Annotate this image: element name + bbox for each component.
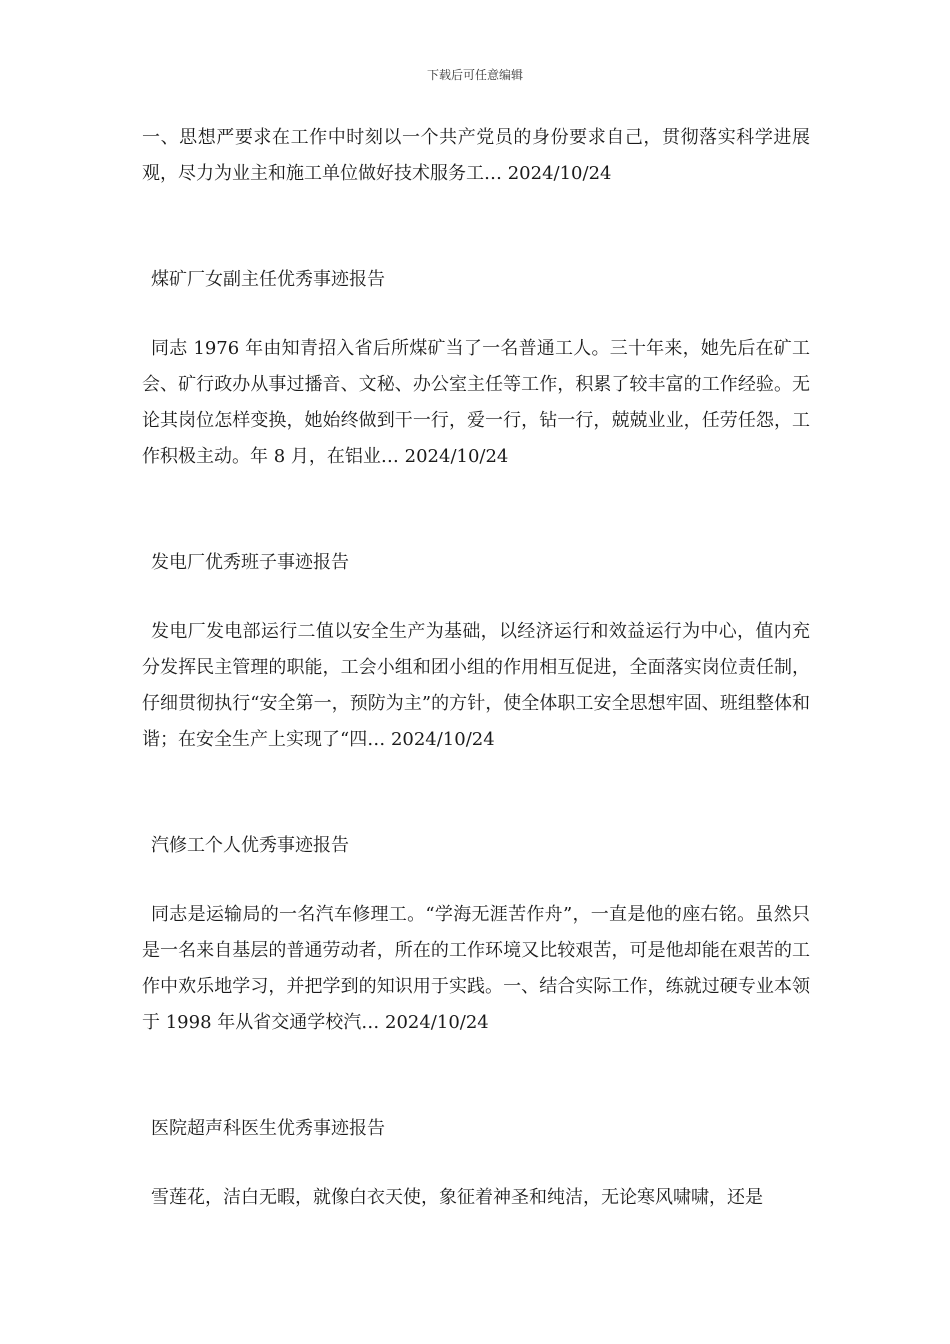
article-excerpt (142, 331, 810, 475)
excerpt-text: 同志 1976 年由知青招入省后所煤矿当了一名普通工人。三十年来，她先后在矿工会、矿行政办从事过播音、文秘、办公室主任等工作，积累了较丰富的工作经验。无论其岗位怎样变换，她始终做到干一行，爱一行，钻一行，兢兢业业，任劳任怨，工作积极主动。年 8 月，在铝业… (142, 338, 810, 467)
article-title: 发电厂优秀班子事迹报告 (151, 552, 349, 573)
intro-date: 2024/10/24 (507, 163, 612, 184)
excerpt-text: 发电厂发电部运行二值以安全生产为基础，以经济运行和效益运行为中心，值内充分发挥民主管理的职能，工会小组和团小组的作用相互促进，全面落实岗位责任制，仔细贯彻执行“安全第一，预防为主”的方针，使全体职工安全思想牢固、班组整体和谐；在安全生产上实现了“四… (142, 621, 810, 750)
article-excerpt (142, 614, 810, 758)
excerpt-text: 雪莲花，洁白无暇，就像白衣天使，象征着神圣和纯洁，无论寒风啸啸，还是 (151, 1187, 763, 1208)
intro-paragraph (142, 120, 810, 192)
excerpt-date: 2024/10/24 (404, 446, 509, 467)
excerpt-date: 2024/10/24 (390, 729, 495, 750)
article-excerpt (142, 1180, 810, 1216)
excerpt-date: 2024/10/24 (385, 1012, 489, 1033)
excerpt-text: 同志是运输局的一名汽车修理工。“学海无涯苦作舟”，一直是他的座右铭。虽然只是一名来自基层的普通劳动者，所在的工作环境又比较艰苦，可是他却能在艰苦的工作中欢乐地学习，并把学到的知识用于实践。一、结合实际工作，练就过硬专业本领于 1998 年从省交通学校汽… (142, 904, 810, 1033)
intro-text: 一、思想严要求在工作中时刻以一个共产党员的身份要求自己，贯彻落实科学进展观，尽力为业主和施工单位做好技术服务工… (142, 127, 810, 184)
page-header: 下载后可任意编辑 (426, 68, 523, 82)
article-title: 医院超声科医生优秀事迹报告 (151, 1118, 385, 1139)
document-body (142, 120, 810, 1216)
article-excerpt (142, 897, 810, 1041)
article-title: 汽修工个人优秀事迹报告 (151, 835, 349, 856)
article-title: 煤矿厂女副主任优秀事迹报告 (151, 269, 385, 290)
